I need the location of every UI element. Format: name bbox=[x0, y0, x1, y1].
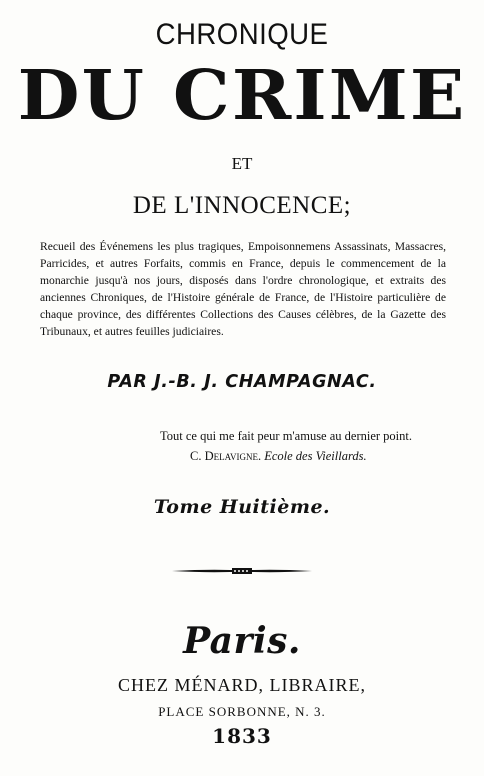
ornament-rule-icon bbox=[170, 566, 314, 576]
title-line-du-crime: DU CRIME bbox=[17, 56, 467, 136]
title-line-innocence: DE L'INNOCENCE; bbox=[132, 192, 352, 219]
epigraph-quote: Tout ce qui me fait peur m'amuse au dernier point. bbox=[160, 429, 412, 443]
title-line-chronique: CHRONIQUE bbox=[155, 18, 329, 51]
imprint-publisher: CHEZ MÉNARD, LIBRAIRE, bbox=[118, 675, 366, 695]
imprint-address: PLACE SORBONNE, N. 3. bbox=[158, 704, 326, 719]
epigraph-attribution bbox=[148, 446, 444, 466]
subtitle-description: Recueil des Événemens les plus tragiques, Empoisonnemens Assassinats, Massacres, Parricides, et autres Forfaits, commis en France, depuis le commencement de la monarchie jusqu'à nos jours, disposés dans l'ordre chronologique, et extraits des anciennes Chroniques, de l'Histoire générale de France, de l'Histoire particulière de chaque province, des différentes Collections des Causes célèbres, de la Gazette des Tribunaux, et autres feuilles judiciaires. bbox=[40, 240, 446, 338]
epigraph-work: Ecole des Vieillards. bbox=[264, 449, 367, 463]
imprint-city: Paris. bbox=[183, 620, 301, 662]
author-line: PAR J.-B. J. CHAMPAGNAC. bbox=[107, 372, 377, 392]
title-connector: ET bbox=[231, 154, 253, 173]
imprint-year: 1833 bbox=[212, 724, 272, 748]
epigraph bbox=[148, 426, 444, 466]
epigraph-author: C. Delavigne. bbox=[190, 449, 262, 463]
volume-label: Tome Huitième. bbox=[153, 496, 331, 518]
